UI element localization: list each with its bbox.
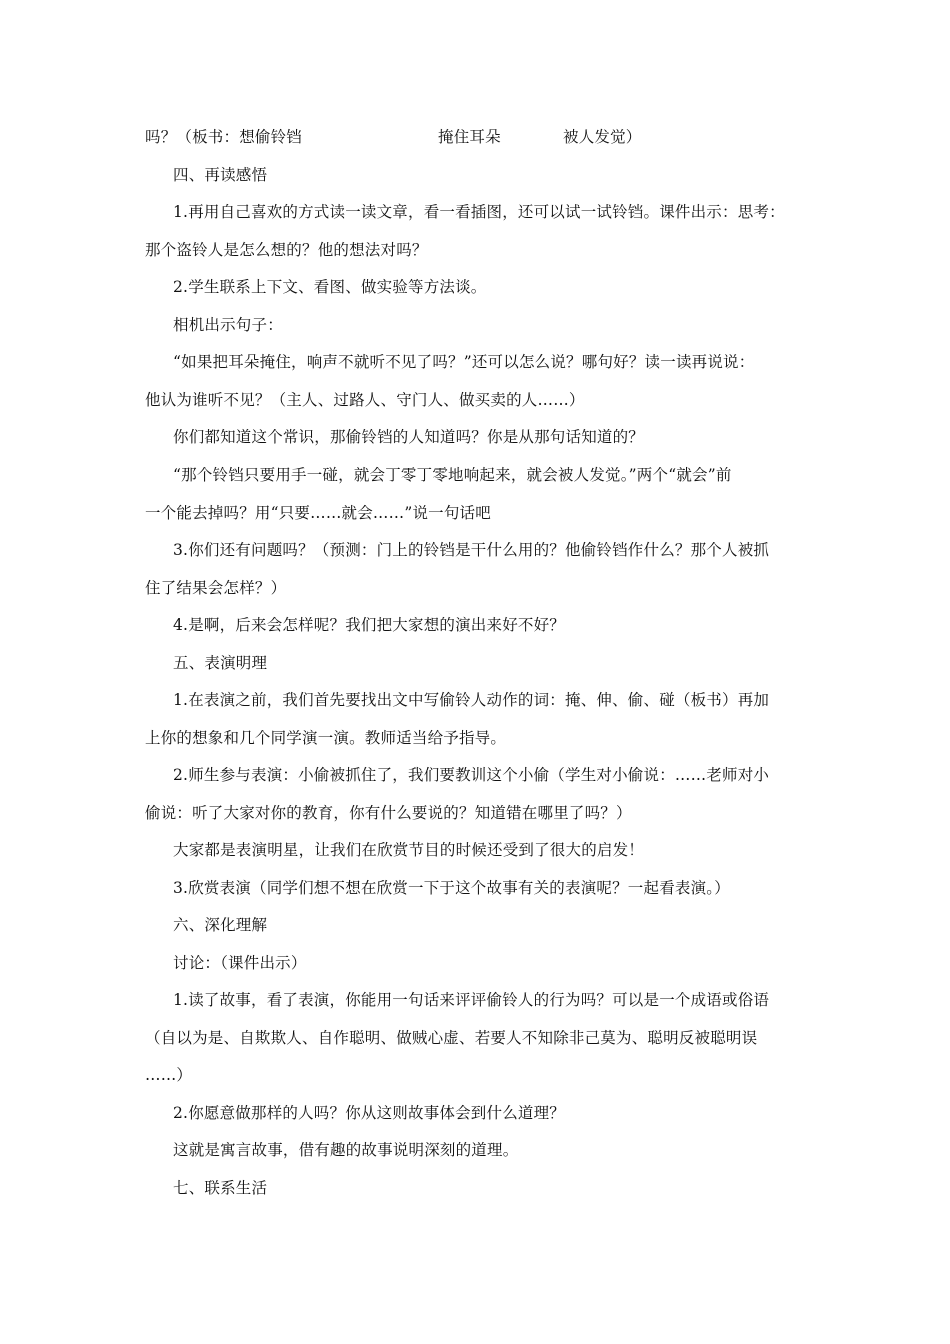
text-line: 他认为谁听不见？（主人、过路人、守门人、做买卖的人……） (145, 391, 585, 409)
text-line: 偷说：听了大家对你的教育，你有什么要说的？知道错在哪里了吗？） (145, 804, 632, 822)
section-heading-4: 四、再读感悟 (173, 166, 268, 184)
text-line: 4.是啊，后来会怎样呢？我们把大家想的演出来好不好？ (173, 616, 565, 634)
text-line: 住了结果会怎样？） (145, 579, 287, 597)
text-line: 2.学生联系上下文、看图、做实验等方法谈。 (173, 278, 487, 296)
text-line: 3.欣赏表演（同学们想不想在欣赏一下于这个故事有关的表演呢？一起看表演。） (173, 879, 730, 897)
text-line: 上你的想象和几个同学演一演。教师适当给予指导。 (145, 729, 507, 747)
text-line: 1.再用自己喜欢的方式读一读文章，看一看插图，还可以试一试铃铛。课件出示：思考： (173, 203, 785, 221)
text-line-1-part-3: 被人发觉） (563, 128, 642, 146)
text-line: 1.在表演之前，我们首先要找出文中写偷铃人动作的词：掩、伸、偷、碰（板书）再加 (173, 691, 770, 709)
text-line: “那个铃铛只要用手一碰，就会丁零丁零地响起来，就会被人发觉。”两个“就会”前 (173, 466, 732, 484)
section-heading-5: 五、表演明理 (173, 654, 268, 672)
text-line: 讨论：（课件出示） (173, 954, 307, 972)
text-line: 大家都是表演明星，让我们在欣赏节目的时候还受到了很大的启发！ (173, 841, 645, 859)
text-line: “如果把耳朵掩住，响声不就听不见了吗？”还可以怎么说？哪句好？读一读再说说： (173, 353, 755, 371)
text-line: （自以为是、自欺欺人、自作聪明、做贼心虚、若要人不知除非己莫为、聪明反被聪明误 (145, 1029, 758, 1047)
text-line: 那个盗铃人是怎么想的？他的想法对吗？ (145, 241, 428, 259)
text-line: 相机出示句子： (173, 316, 283, 334)
text-line: 2.师生参与表演：小偷被抓住了，我们要教训这个小偷（学生对小偷说：……老师对小 (173, 766, 770, 784)
text-line: 3.你们还有问题吗？（预测：门上的铃铛是干什么用的？他偷铃铛作什么？那个人被抓 (173, 541, 770, 559)
text-line: 一个能去掉吗？用“只要……就会……”说一句话吧 (145, 504, 491, 522)
section-heading-6: 六、深化理解 (173, 916, 268, 934)
text-line: 1.读了故事，看了表演，你能用一句话来评评偷铃人的行为吗？可以是一个成语或俗语 (173, 991, 770, 1009)
text-line: 2.你愿意做那样的人吗？你从这则故事体会到什么道理？ (173, 1104, 565, 1122)
text-line-1-part-1: 吗？（板书：想偷铃铛 (145, 128, 303, 146)
text-line: 这就是寓言故事，借有趣的故事说明深刻的道理。 (173, 1141, 519, 1159)
text-line: 你们都知道这个常识，那偷铃铛的人知道吗？你是从那句话知道的？ (173, 428, 645, 446)
section-heading-7: 七、联系生活 (173, 1179, 268, 1197)
text-line-1-part-2: 掩住耳朵 (438, 128, 501, 146)
text-line: ……） (145, 1066, 193, 1084)
